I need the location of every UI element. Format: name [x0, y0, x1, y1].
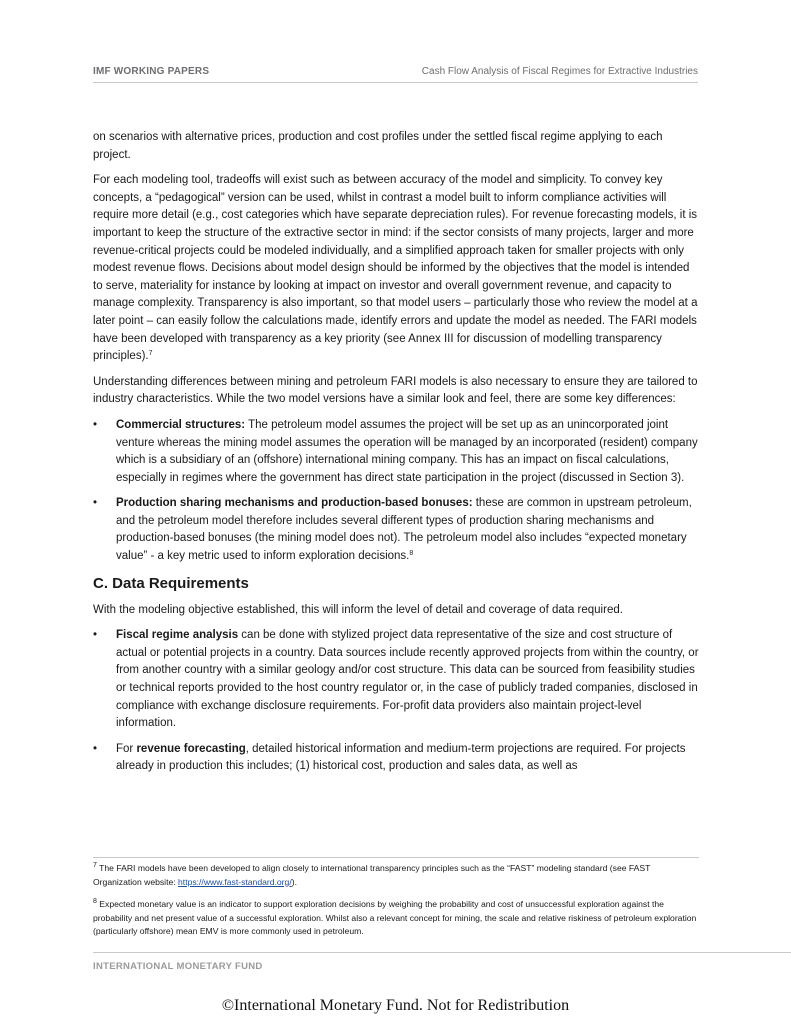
list-item-heading: Commercial structures: — [116, 418, 246, 431]
running-header-title: Cash Flow Analysis of Fiscal Regimes for Extractive Industries — [421, 66, 698, 77]
footnote-number: 8 — [93, 898, 97, 905]
paragraph-data-intro: With the modeling objective established, this will inform the level of detail and coverage of data required. — [93, 603, 623, 616]
list-item — [93, 417, 699, 487]
list-item-heading: Fiscal regime analysis — [116, 629, 239, 642]
footnote-text: Expected monetary value is an indicator to support exploration decisions by weighing the probability and cost of unsuccessful exploration against the probability and net present value of a successful exploration. Whilst also a relevant concept for mining, the scale and relative riskiness of petroleum exploration (particularly offshore) mean EMV is more commonly used in petroleum. — [93, 899, 697, 936]
header-rule — [93, 82, 698, 83]
bullet-glyph: • — [93, 629, 98, 642]
copyright-notice: ©International Monetary Fund. Not for Redistribution — [221, 997, 570, 1014]
paragraph-tradeoffs-text: For each modeling tool, tradeoffs will exist such as between accuracy of the model and simplicity. To convey key concepts, a “pedagogical” version can be used, whilst in contrast a model built to inform compliance activities will require more detail (e.g., cost categories which have separate depreciation rules). For revenue forecasting models, it is important to keep the structure of the extractive sector in mind: if the sector consists of many projects, larger and more revenue-critical projects could be modeled individually, and a simplified approach taken for smaller projects with only modest revenue flows. Decisions about model design should be informed by the objectives that the model is intended to serve, materiality for instance by looking at impact on investor and overall government revenue, and capacity to manage complexity. Transparency is also important, so that model users – particularly those who review the model at a later point – can easily follow the calculations made, identify errors and update the model as needed. The FARI models have been developed with transparency as a key priority (see Annex III for discussion of modelling transparency principles). — [93, 174, 698, 363]
paragraph-differences: Understanding differences between mining and petroleum FARI models is also necessary to ensure they are tailored to industry characteristics. While the two model versions have a similar look and feel, there are some key differences: — [93, 375, 698, 406]
footnote-ref-8[interactable]: 8 — [409, 550, 414, 558]
differences-list — [93, 417, 699, 566]
list-item-heading: Production sharing mechanisms and production-based bonuses: — [116, 497, 473, 510]
bullet-glyph: • — [93, 497, 98, 510]
list-item-prefix: For — [116, 742, 137, 755]
list-item-text: these are common in upstream petroleum, and the petroleum model therefore includes several different types of production sharing mechanisms and production-based bonuses (the mining model does not). The petroleum model also includes “expected monetary value” - a key metric used to inform exploration decisions. — [116, 497, 692, 563]
section-heading: C. Data Requirements — [93, 574, 249, 592]
bullet-glyph: • — [93, 742, 98, 755]
footnote-text: The FARI models have been developed to align closely to international transparency principles such as the “FAST” modeling standard (see FAST Organization website: — [93, 863, 651, 887]
paragraph-tradeoffs — [93, 172, 699, 366]
list-item-heading: revenue forecasting — [136, 742, 246, 755]
footnote-rule — [93, 857, 699, 858]
paragraph-continuation: on scenarios with alternative prices, production and cost profiles under the settled fiscal regime applying to each project. — [93, 131, 663, 161]
footer-rule — [93, 952, 791, 953]
footnote-ref-7[interactable]: 7 — [148, 350, 153, 358]
footnote-8 — [93, 898, 699, 939]
running-footer: INTERNATIONAL MONETARY FUND — [93, 961, 263, 972]
fast-standard-link[interactable]: https://www.fast-standard.org/ — [178, 876, 292, 887]
list-item — [93, 627, 699, 733]
main-text — [93, 129, 699, 784]
data-requirements-list — [93, 627, 699, 776]
footnote-7 — [93, 862, 699, 889]
bullet-glyph: • — [93, 418, 98, 431]
footnote-number: 7 — [93, 862, 97, 869]
list-item-text: , detailed historical information and medium-term projections are required. For projects already in production this includes; (1) historical cost, production and sales data, as well as — [116, 742, 686, 773]
footnote-text-end: ). — [291, 876, 297, 887]
list-item — [93, 741, 699, 776]
running-header-series: IMF WORKING PAPERS — [93, 66, 210, 77]
list-item-text: The petroleum model assumes the project will be set up as an unincorporated joint venture whereas the mining model assumes the operation will be managed by an incorporated (resident) company which is a subsidiary of an (offshore) international mining company. This has an impact on fiscal calculations, especially in regimes where the government has direct state participation in the project (discussed in Section 3). — [116, 418, 698, 484]
list-item-text: can be done with stylized project data representative of the size and cost structure of actual or potential projects in a country. Data sources include recently approved projects from within the country, or from another country with a similar geology and/or cost structure. This data can be sourced from feasibility studies or technical reports provided to the host country regulator or, in the case of publicly traded companies, disclosed in compliance with exchange disclosure requirements. For-profit data providers also maintain project-level information. — [116, 629, 699, 730]
list-item — [93, 495, 699, 565]
